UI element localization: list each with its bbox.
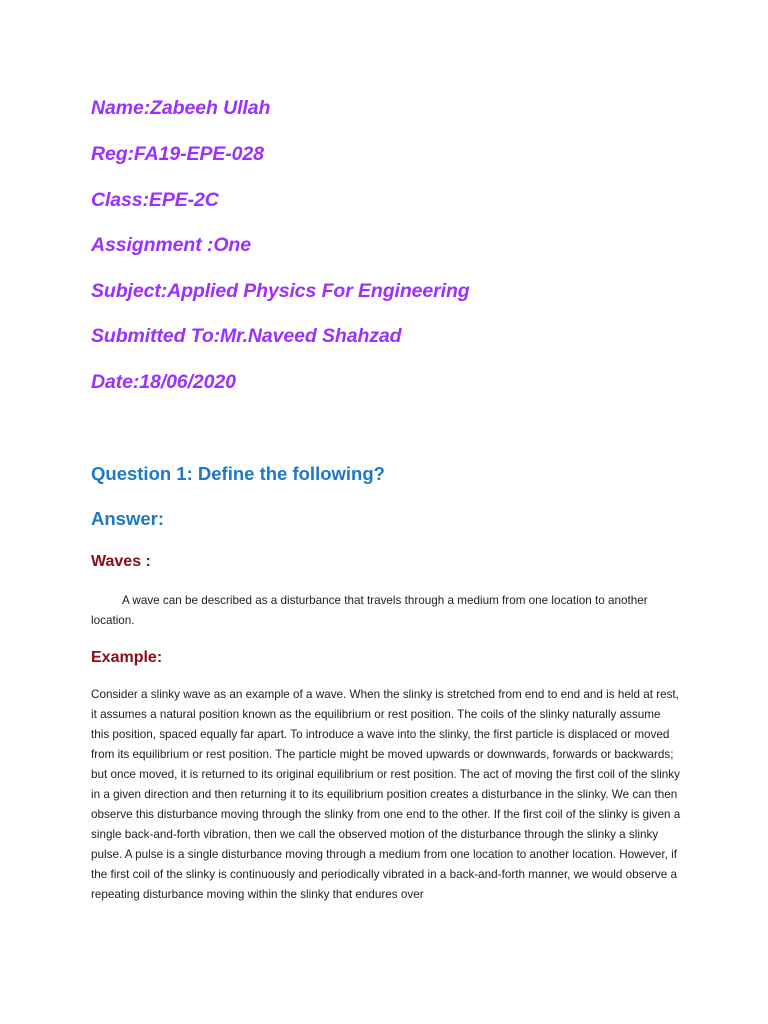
class-name: Class:EPE-2C xyxy=(91,189,219,211)
waves-heading: Waves : xyxy=(91,553,151,570)
assignment-number: Assignment :One xyxy=(91,234,251,256)
student-name: Name:Zabeeh Ullah xyxy=(91,97,271,119)
submitted-to: Submitted To:Mr.Naveed Shahzad xyxy=(91,325,402,347)
waves-definition: A wave can be described as a disturbance that travels through a medium from one location to another location. xyxy=(91,594,648,627)
example-paragraph: Consider a slinky wave as an example of a wave. When the slinky is stretched from end to end and is held at rest, it assumes a natural position known as the equilibrium or rest position. The coils of the slinky naturally assume this position, spaced equally far apart. To introduce a wave into the slinky, the first particle is displaced or moved from its equilibrium or rest position. The particle might be moved upwards or downwards, forwards or backwards; but once moved, it is returned to its original equilibrium or rest position. The act of moving the first coil of the slinky in a given direction and then returning it to its equilibrium position creates a disturbance in the slinky. We can then observe this disturbance moving through the slinky from one end to the other. If the first coil of the slinky is given a single back-and-forth vibration, then we call the observed motion of the disturbance through the slinky a slinky pulse. A pulse is a single disturbance moving through a medium from one location to another location. However, if the first coil of the slinky is continuously and periodically vibrated in a back-and-forth manner, we would observe a repeating disturbance moving within the slinky that endures over xyxy=(91,688,681,901)
question-heading: Question 1: Define the following? xyxy=(91,463,385,484)
submission-date: Date:18/06/2020 xyxy=(91,371,236,393)
subject-name: Subject:Applied Physics For Engineering xyxy=(91,280,470,302)
example-heading: Example: xyxy=(91,649,163,666)
registration-number: Reg:FA19-EPE-028 xyxy=(91,143,264,165)
answer-heading: Answer: xyxy=(91,508,164,529)
